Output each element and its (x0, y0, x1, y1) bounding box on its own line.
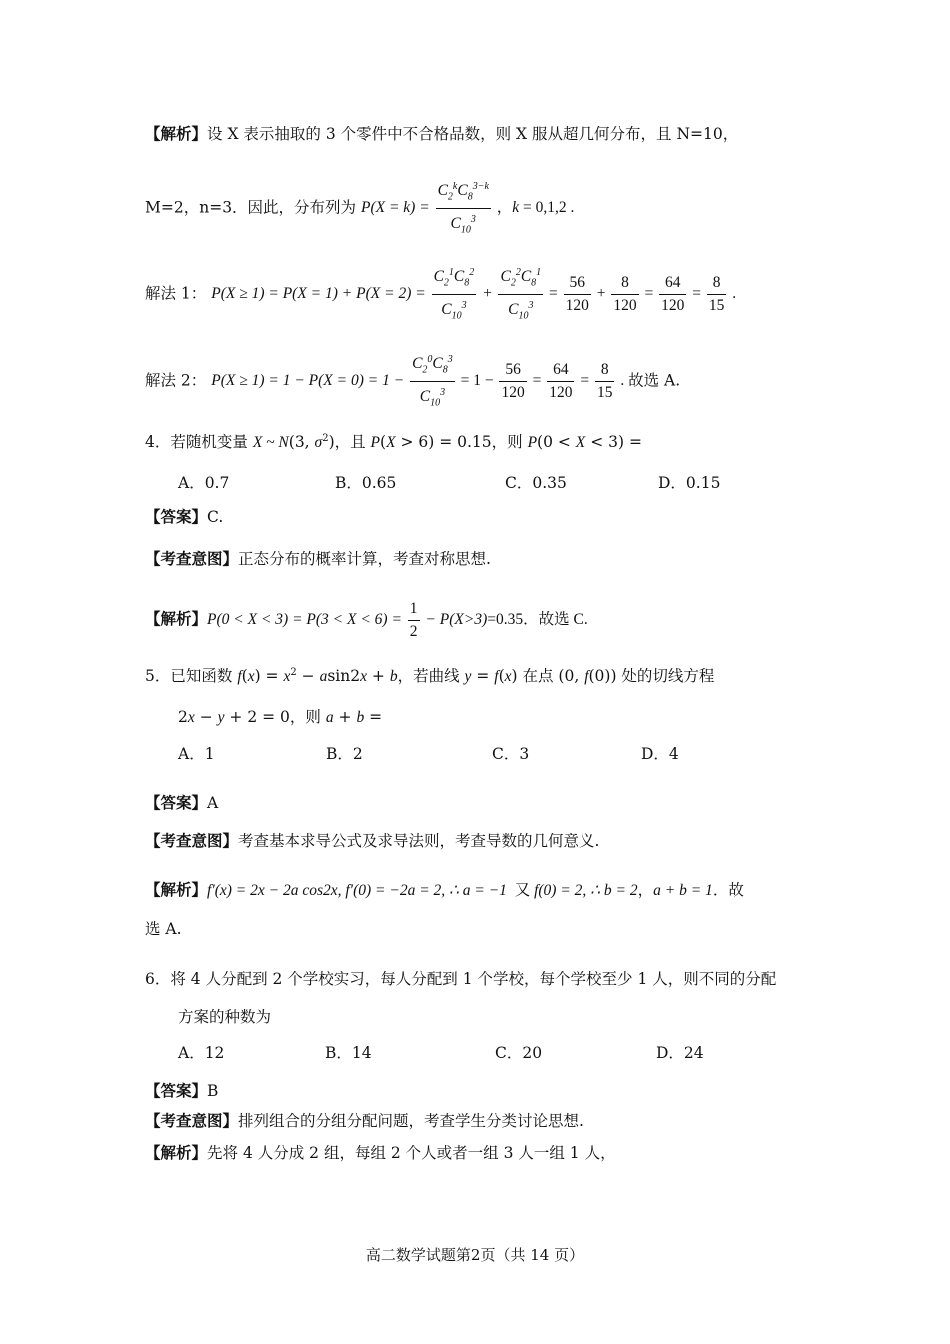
q5-intent-label: 【考查意图】 (145, 831, 239, 850)
q3-distribution-line (145, 176, 574, 242)
q5-stem-line2 (178, 706, 382, 729)
q6-intent-label: 【考查意图】 (145, 1111, 239, 1130)
q3-method1-formula: P(X ≥ 1) = P(X = 1) + P(X = 2) = $\frac{C_2^1C_8^2}{C_{10}^3}$ + $\frac{C_2^2C_8^1}{C_{10}^3}$ = $\frac{56}{120}$ + $\frac{8}{120}$ = $\frac{64}{120}$ = $\frac{8}{15}$ . (211, 285, 736, 302)
q3-distribution-formula: P(X = k) = $\frac{C_2^kC_8^{3-k}}{C_{10}^3}$ ，k = 0,1,2 . (361, 199, 574, 216)
q3-method1-line (145, 262, 736, 328)
q6-stem-line1 (145, 968, 776, 990)
q3-method2-suffix: 故选 A. (628, 371, 681, 390)
q3-analysis-line1 (145, 123, 738, 145)
q5-stem-line2-text: 2x − y + 2 = 0，则 a + b = (178, 708, 383, 726)
q5-intent-text: 考查基本求导公式及求导法则，考查导数的几何意义. (238, 832, 600, 850)
q6-answer-value: B (207, 1082, 219, 1100)
q6-option-c: C．20 (495, 1044, 543, 1062)
q3-method2-line (145, 349, 680, 415)
q5-stem-text: 已知函数 $f(x) = x^2 - asin2x + b$，若曲线 y = f(x) 在点 (0, f(0)) 处的切线方程 (170, 667, 715, 686)
q6-stem-line2: 方案的种数为 (178, 1008, 272, 1026)
q3-analysis-text1: 设 X 表示抽取的 3 个零件中不合格品数，则 X 服从超几何分布，且 N=10， (207, 125, 739, 143)
q4-intent (145, 548, 491, 570)
q4-answer-label: 【答案】 (145, 507, 208, 526)
q5-answer-label: 【答案】 (145, 793, 208, 812)
page-footer: 高二数学试题第2页（共 14 页） (365, 1246, 585, 1264)
q6-answer (145, 1080, 218, 1102)
q5-intent (145, 830, 599, 852)
q3-method2-formula: P(X ≥ 1) = 1 − P(X = 0) = 1 − $\frac{C_2^0C_8^3}{C_{10}^3}$ = 1 − $\frac{56}{120}$ = $\frac{64}{120}$ = $\frac{8}{15}$ . (211, 372, 628, 389)
q6-answer-label: 【答案】 (145, 1081, 208, 1100)
q5-analysis-line1 (145, 879, 744, 902)
q5-answer (145, 792, 218, 814)
q4-analysis-formula: P(0 < X < 3) = P(3 < X < 6) = $\frac{1}{2}$ − P(X>3)=0.35．故选 C. (207, 600, 588, 640)
q6-option-d: D．24 (656, 1044, 704, 1062)
q4-option-d: D．0.15 (658, 474, 721, 492)
q6-intent-text: 排列组合的分组分配问题，考查学生分类讨论思想. (238, 1112, 584, 1130)
q4-stem (145, 428, 642, 454)
q5-answer-value: A (207, 794, 219, 812)
q4-analysis-label: 【解析】 (145, 609, 208, 629)
q3-distribution-prefix: M=2，n=3．因此，分布列为 (145, 198, 357, 217)
q4-stem-text: 若随机变量 X ~ N(3, $\sigma^2$)，且 P(X > 6) = 0.15，则 P(0 < X < 3) = (170, 433, 642, 452)
q5-option-d: D．4 (641, 745, 679, 763)
q5-option-a: A．1 (178, 745, 215, 763)
q6-option-b: B．14 (325, 1044, 372, 1062)
q5-number: 5． (145, 667, 171, 686)
q6-analysis (145, 1142, 616, 1164)
q6-analysis-text: 先将 4 人分成 2 组，每组 2 个人或者一组 3 人一组 1 人， (207, 1144, 616, 1162)
q6-number: 6． (145, 970, 171, 988)
q4-answer (145, 506, 223, 528)
q4-number: 4． (145, 433, 171, 452)
q6-option-a: A．12 (178, 1044, 225, 1062)
q6-intent (145, 1110, 584, 1132)
q5-option-b: B．2 (326, 745, 363, 763)
q4-option-a: A．0.7 (178, 474, 230, 492)
q3-analysis-label: 【解析】 (145, 124, 208, 143)
q3-method1-label: 解法 1： (145, 284, 207, 303)
q5-analysis-line2: 选 A. (145, 920, 182, 938)
q5-option-c: C．3 (492, 745, 530, 763)
q4-intent-text: 正态分布的概率计算，考查对称思想. (238, 550, 491, 568)
q4-analysis (145, 598, 588, 643)
q4-option-b: B．0.65 (335, 474, 397, 492)
q4-option-c: C．0.35 (505, 474, 567, 492)
q5-analysis-formula: f′(x) = 2x − 2a cos2x, f′(0) = −2a = 2, ∴ a = −1 又 f(0) = 2, ∴ b = 2，a + b = 1．故 (207, 882, 744, 899)
q4-intent-label: 【考查意图】 (145, 549, 239, 568)
q5-stem-line1 (145, 662, 714, 688)
q4-answer-value: C. (207, 508, 224, 526)
q5-analysis-label: 【解析】 (145, 880, 208, 899)
q6-stem-text: 将 4 人分配到 2 个学校实习，每人分配到 1 个学校，每个学校至少 1 人，则不同的分配 (170, 970, 777, 988)
q6-analysis-label: 【解析】 (145, 1143, 208, 1162)
q3-method2-label: 解法 2： (145, 371, 207, 390)
